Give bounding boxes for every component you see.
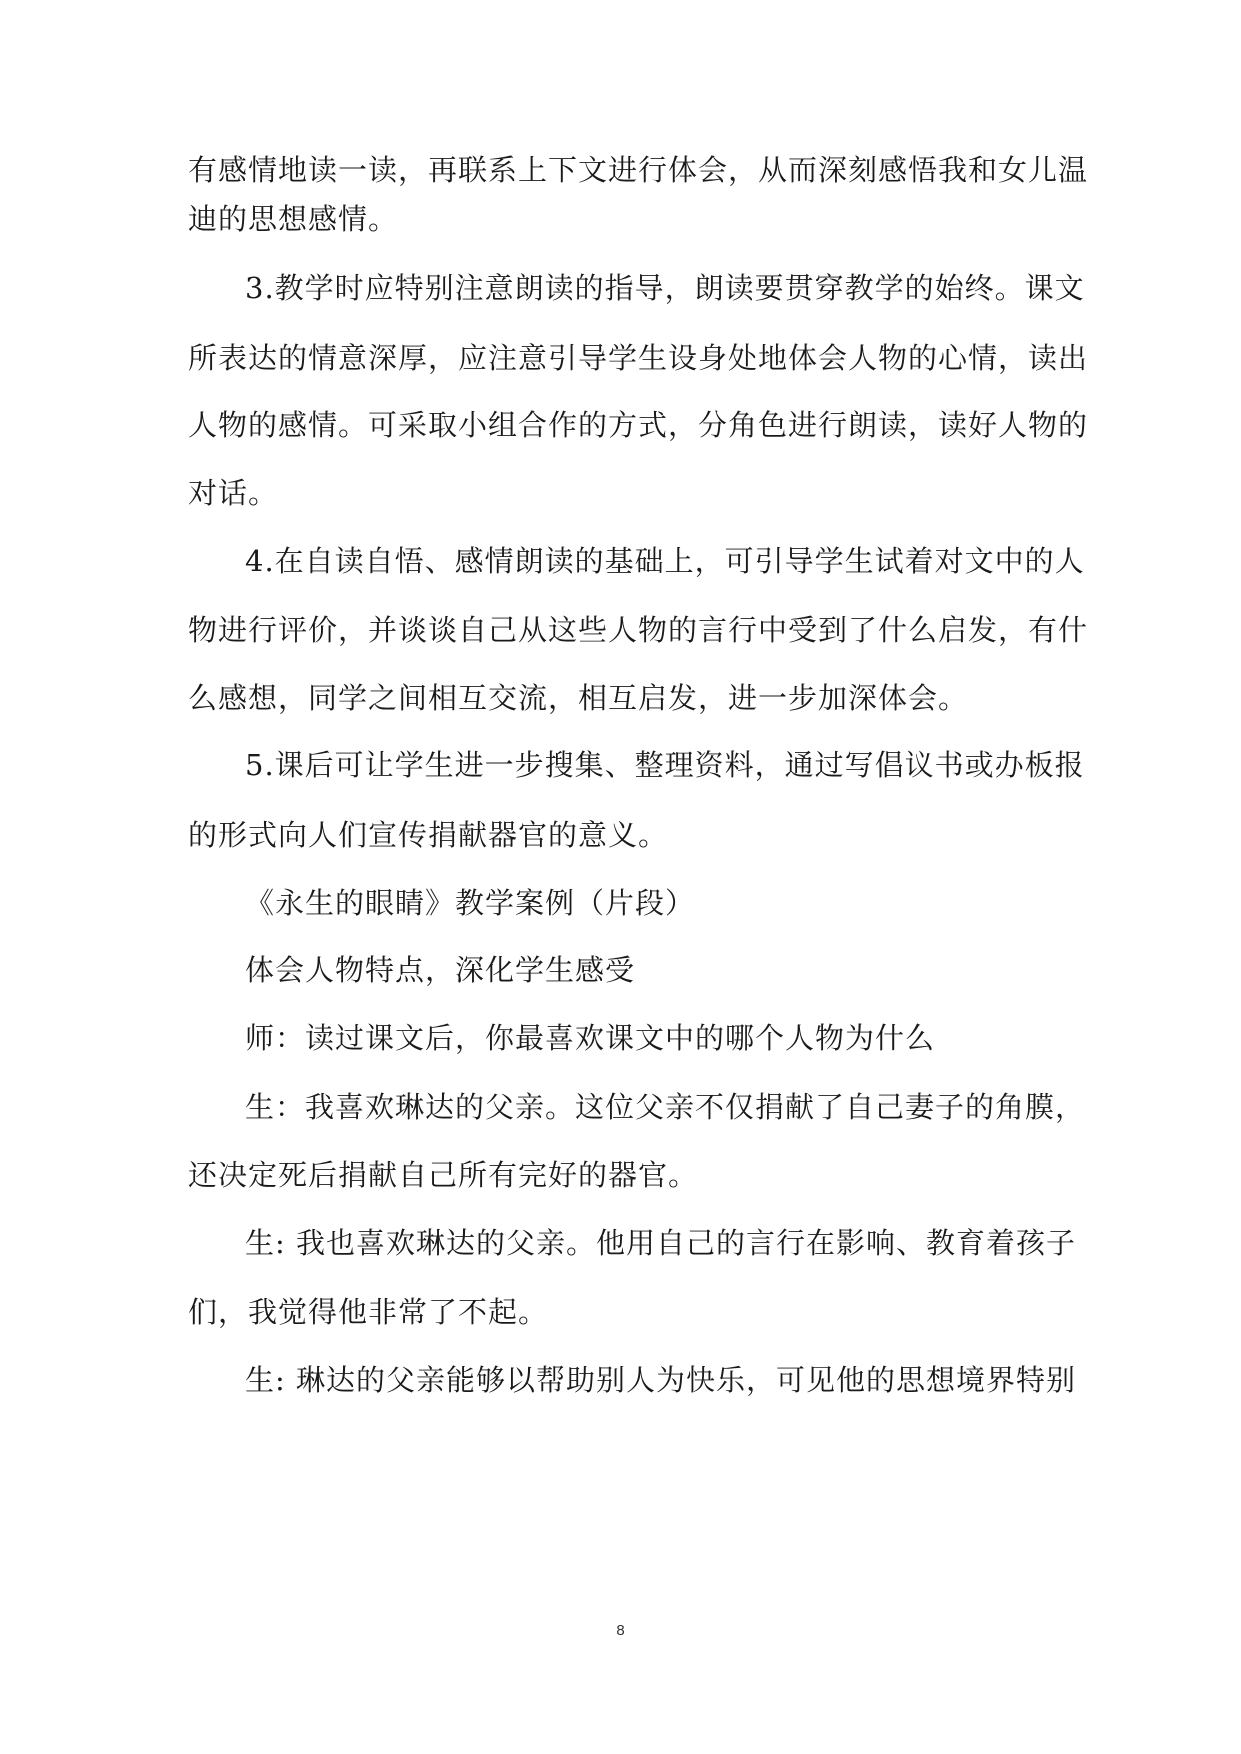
text-line: 人物的感情。可采取小组合作的方式，分角色进行朗读，读好人物的 <box>188 408 1089 442</box>
text-line: 物进行评价，并谈谈自己从这些人物的言行中受到了什么启发，有什 <box>188 613 1089 647</box>
text-line: 师：读过课文后，你最喜欢课文中的哪个人物为什么 <box>245 1021 936 1055</box>
text-line: 么感想，同学之间相互交流，相互启发，进一步加深体会。 <box>188 681 969 715</box>
text-line: 有感情地读一读，再联系上下文进行体会，从而深刻感悟我和女儿温 <box>188 153 1089 187</box>
section-title: 《永生的眼睛》教学案例（片段） <box>245 886 696 920</box>
text-line: 所表达的情意深厚，应注意引导学生设身处地体会人物的心情，读出 <box>188 341 1089 375</box>
page-number: 8 <box>616 1622 625 1639</box>
text-line: 生: 我也喜欢琳达的父亲。他用自己的言行在影响、教育着孩子 <box>245 1226 1076 1260</box>
text-line: 生: 琳达的父亲能够以帮助别人为快乐，可见他的思想境界特别 <box>245 1363 1076 1397</box>
text-line: 还决定死后捐献自己所有完好的器官。 <box>188 1158 699 1192</box>
section-subtitle: 体会人物特点，深化学生感受 <box>245 953 636 987</box>
text-line: 们，我觉得他非常了不起。 <box>188 1295 549 1329</box>
text-line: 对话。 <box>188 476 279 510</box>
text-line: 的形式向人们宣传捐献器官的意义。 <box>188 818 669 852</box>
text-line: 生：我喜欢琳达的父亲。这位父亲不仅捐献了自己妻子的角膜， <box>245 1090 1086 1124</box>
text-line: 迪的思想感情。 <box>188 202 399 236</box>
text-line: 5.课后可让学生进一步搜集、整理资料，通过写倡议书或办板报 <box>245 748 1085 782</box>
text-line: 3.教学时应特别注意朗读的指导，朗读要贯穿教学的始终。课文 <box>245 271 1085 305</box>
text-line: 4.在自读自悟、感情朗读的基础上，可引导学生试着对文中的人 <box>245 544 1085 578</box>
